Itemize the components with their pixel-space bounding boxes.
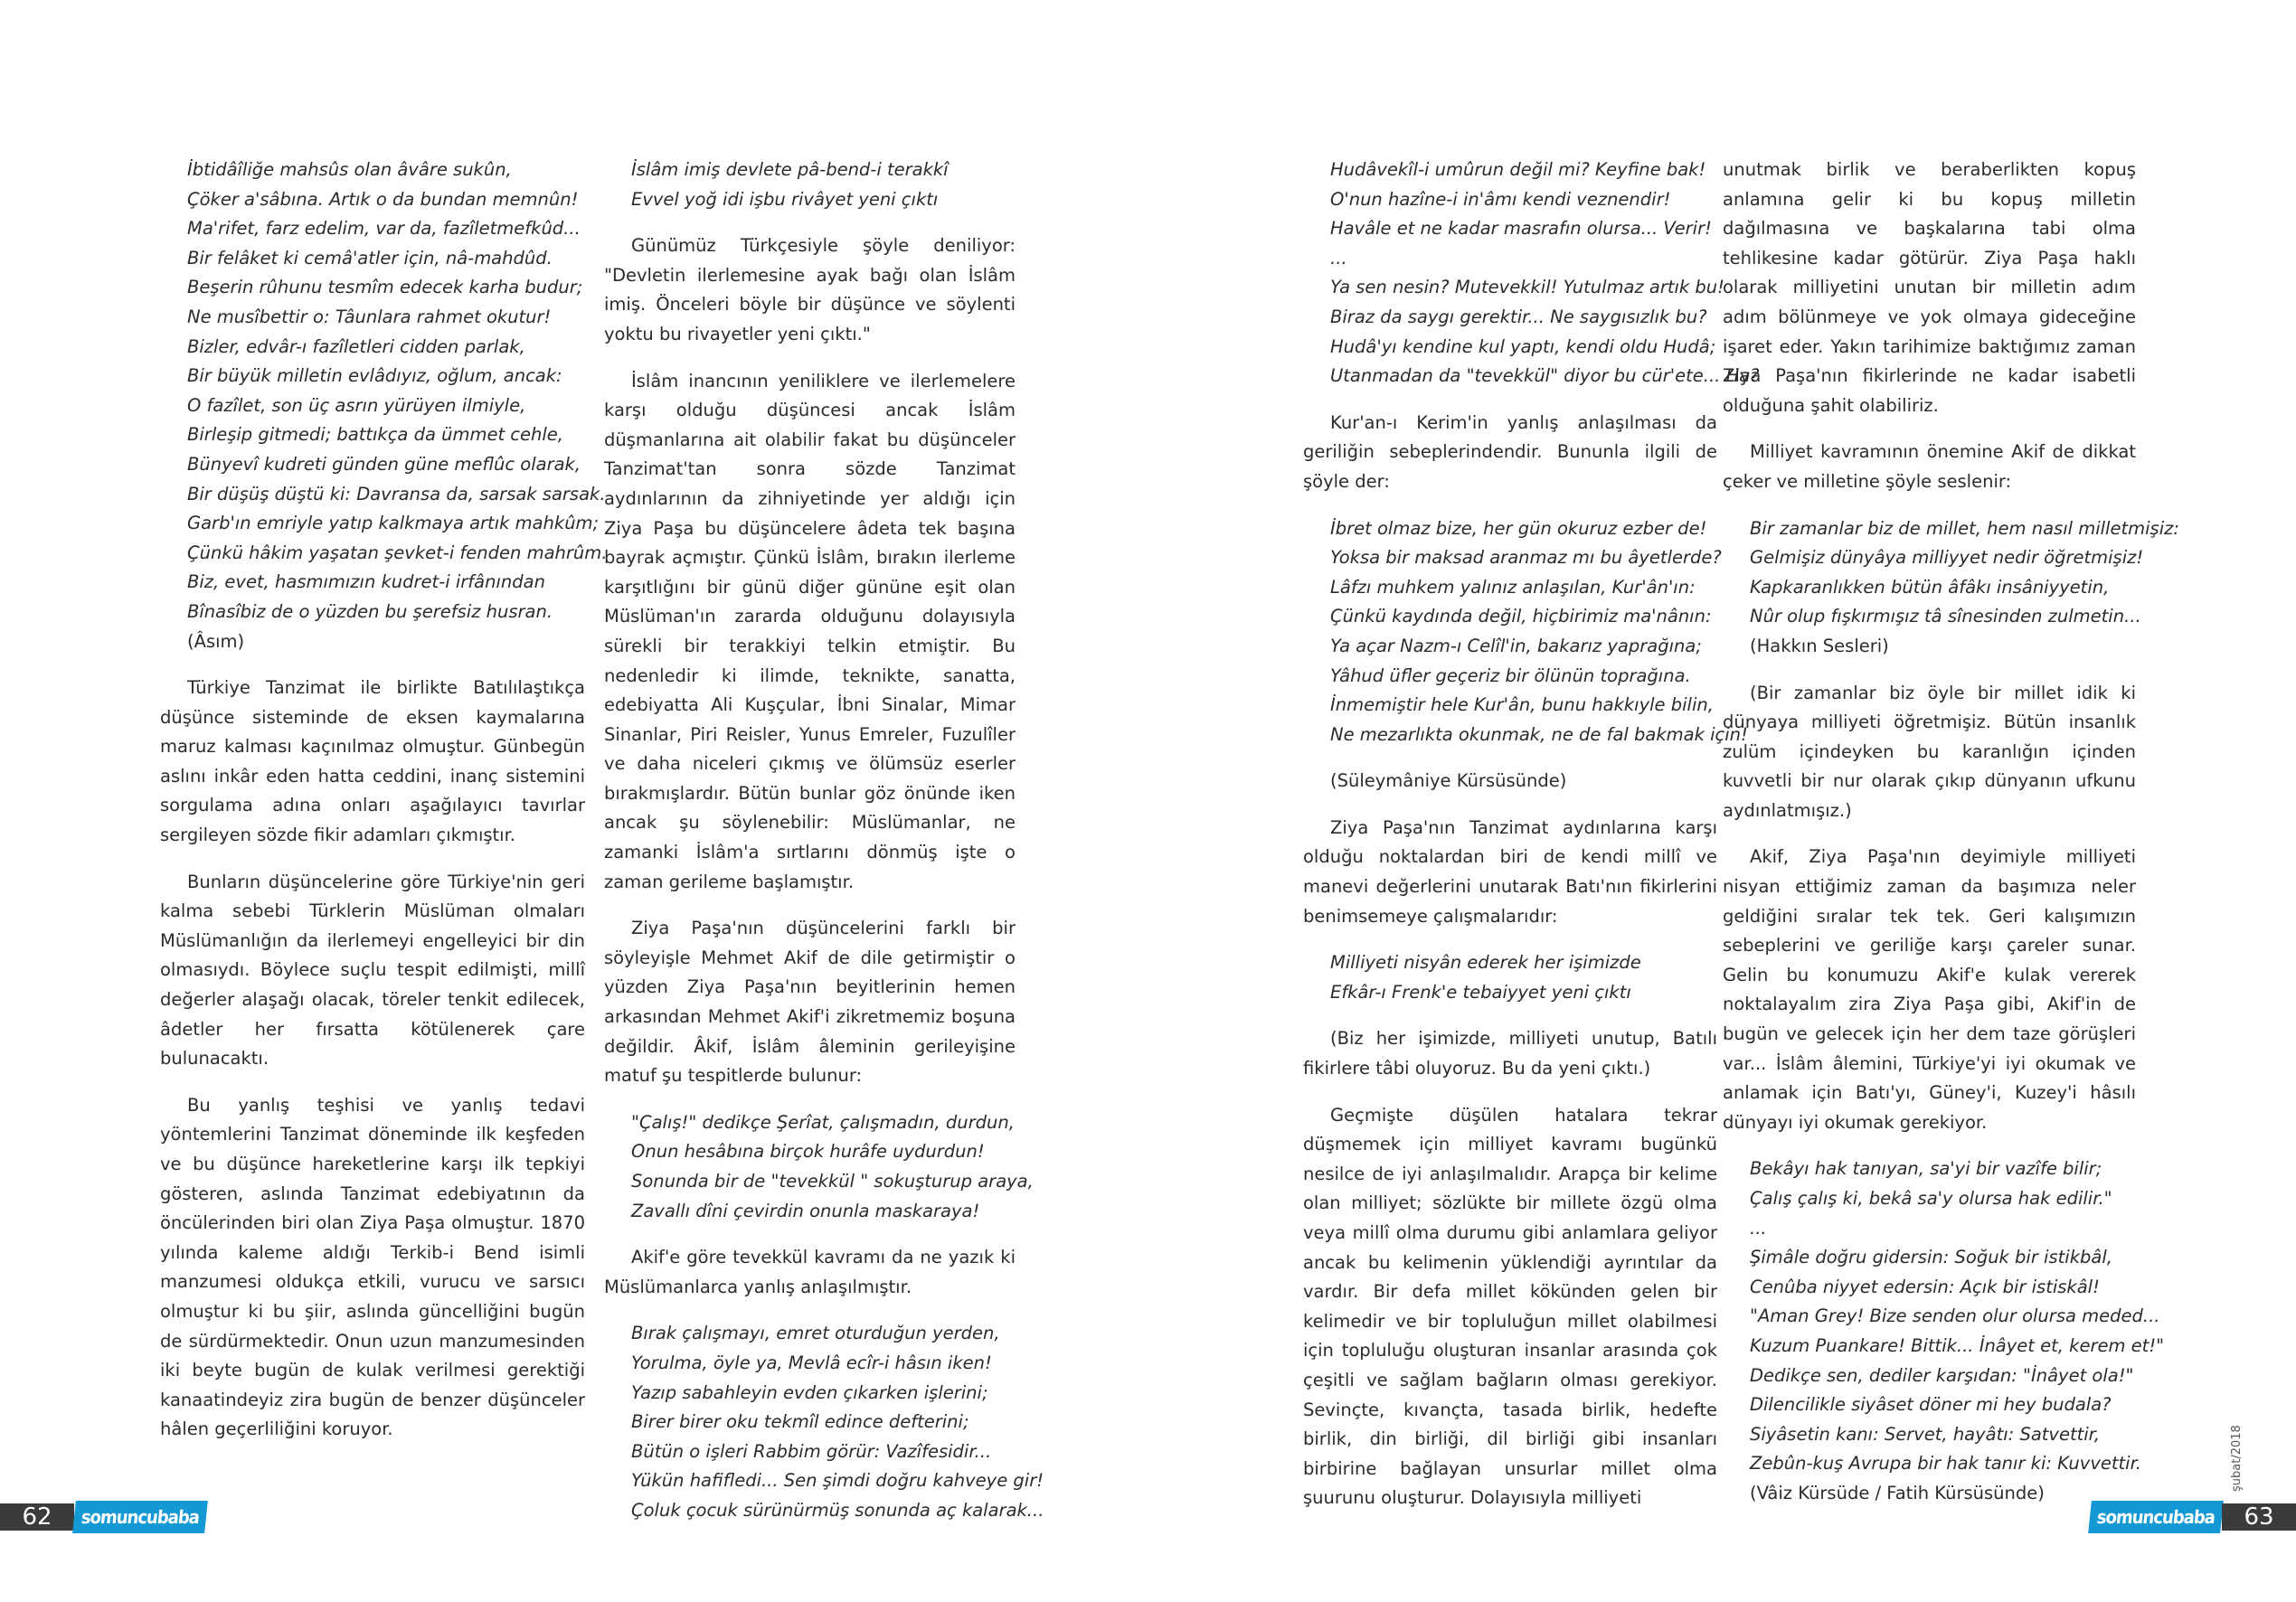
verse-line: Şimâle doğru gidersin: Soğuk bir istikbâl, — [1750, 1247, 2112, 1268]
verse-line: Yorulma, öyle ya, Mevlâ ecîr-i hâsın iken! — [631, 1352, 992, 1373]
body-paragraph: Ziya Paşa'nın Tanzimat aydınlarına karşı olduğu noktalardan biri de kendi millî ve manevi değerlerini unutarak Batı'nın fikirlerini benimsemeye çalışmalarıdır: — [1303, 816, 1717, 927]
verse-line: Çünkü kaydında değil, hiçbirimiz ma'nânın: — [1330, 606, 1712, 627]
verse-line: Bir zamanlar biz de millet, hem nasıl milletmişiz: — [1750, 517, 2179, 539]
verse-line: Dedikçe sen, dediler karşıdan: "İnâyet ola!" — [1750, 1364, 2134, 1386]
body-paragraph: Bunların düşüncelerine göre Türkiye'nin geri kalma sebebi Türklerin Müslüman olmaları Müslümanlığın da ilerlemeyi engelleyici bir din olmasıydı. Böylece suçlu tespit edilmişti, millî değerler alaşağı olacak, töreler tenkit edilecek, âdetler her fırsatta kötülenerek çare bulunacaktı. — [160, 871, 585, 1070]
verse-line: Dilencilikle siyâset döner mi hey budala? — [1750, 1394, 2112, 1416]
verse-source: (Hakkın Sesleri) — [1750, 635, 1889, 656]
verse-line: Çöker a'sâbına. Artık o da bundan memnûn! — [187, 188, 579, 210]
body-paragraph: Bu yanlış teşhisi ve yanlış tedavi yöntemlerini Tanzimat döneminde ilk keşfeden ve bu düşünce hareketlerine karşı ilk tepkiyi gösteren, aslında Tanzimat edebiyatının da öncülerinden biri olan Ziya Paşa olmuştur. 1870 yılında kaleme aldığı Terkib-i Bend isimli manzumesi oldukça etkili, vurucu ve sarsıcı olmuştur ki bu şiir, aslında güncelliğini bugün de sürdürmektedir. Onun uzun manzumesinden iki beyte bugün de kulak verilmesi gerektiği kanaatindeyiz zira bugün de benzer düşünceler hâlen geçerliliğini koruyor. — [160, 1094, 585, 1440]
body-paragraph: Akif, Ziya Paşa'nın deyimiyle milliyeti nisyan ettiğimiz zaman da başımıza neler geldiğini sıralar tek tek. Geri kalışımızın sebeplerini ve geriliğe karşı çareler sunar. Gelin bu konumuzu Akif'e kulak vererek noktalayalım zira Ziya Paşa gibi, Akif'in de bugün ve gelecek için her dem taze görüşleri var... İslâm âlemini, Türkiye'yi iyi okumak ve anlamak için Batı'yı, Güney'i, Kuzey'i hâsılı dünyayı iyi okumak gerekiyor. — [1723, 846, 2136, 1133]
body-paragraph: İslâm inancının yeniliklere ve ilerlemelere karşı olduğu düşüncesi ancak İslâm düşmanlarına ait olabilir fakat bu düşünceler Tanzimat'tan sonra sözde Tanzimat aydınlarının da zihniyetinde yer aldığı için Ziya Paşa bu düşüncelere âdeta tek başına bayrak açmıştır. Çünkü İslâm, bırakın ilerleme karşıtlığını bir günü diğer gününe eşit olan Müslüman'ın zararda olduğunu dolayısıyla sürekli bir terakkiyi telkin etmiştir. Bu nedenledir ki ilimde, teknikte, sanatta, edebiyatta Ali Kuşçular, İbni Sinalar, Mimar Sinanlar, Piri Reisler, Yunus Emreler, Fuzulîler ve daha niceleri çıkmış ve ölümsüz eserler bırakmışlardır. Bütün bunlar göz önünde iken ancak şu söylenebilir: Müslümanlar, ne zamanki İslâm'a sırtlarını dönmüş işte o zaman gerileme başlamıştır. — [604, 370, 1016, 892]
magazine-logo-right: somuncubaba — [2088, 1501, 2224, 1533]
verse-line: Bekâyı hak tanıyan, sa'yi bir vazîfe bilir; — [1750, 1158, 2102, 1180]
verse-line: Sonunda bir de "tevekkül " sokuşturup araya, — [631, 1171, 1034, 1192]
verse-line: İbret olmaz bize, her gün okuruz ezber de! — [1330, 517, 1707, 539]
body-paragraph: Kur'an-ı Kerim'in yanlış anlaşılması da geriliğin sebeplerindendir. Bununla ilgili de şöyle der: — [1303, 411, 1717, 492]
verse-source: (Âsım) — [187, 630, 245, 652]
verse-line: Bir düşüş düştü ki: Davransa da, sarsak sarsak. — [187, 483, 606, 504]
verse-line: Ne musîbettir o: Tâunlara rahmet okutur! — [187, 306, 552, 327]
verse-line: Ma'rifet, farz edelim, var da, fazîletmefkûd... — [187, 218, 581, 240]
verse-block — [604, 155, 1016, 214]
verse-line: Kuzum Puankare! Bittik... İnâyet et, kerem et!" — [1750, 1334, 2165, 1356]
verse-line: Milliyeti nisyân ederek her işimizde — [1330, 952, 1641, 974]
verse-block — [1723, 1154, 2165, 1508]
verse-line: Lâfzı muhkem yalınız anlaşılan, Kur'ân'ın: — [1330, 576, 1696, 598]
verse-line: Kapkaranlıkken bütün âfâkı insâniyyetin, — [1750, 576, 2110, 598]
verse-line: Havâle et ne kadar masrafın olursa... Verir! — [1330, 218, 1712, 240]
body-paragraph: Akif'e göre tevekkül kavramı da ne yazık ki Müslümanlarca yanlış anlaşılmıştır. — [604, 1247, 1016, 1297]
magazine-logo-left: somuncubaba — [72, 1501, 208, 1533]
verse-block — [604, 1108, 1034, 1226]
body-paragraph: Günümüz Türkçesiyle şöyle deniliyor: "Devletin ilerlemesine ayak bağı olan İslâm imiş. Önceleri böyle bir düşünce ve söylenti yoktu bu rivayetler yeni çıktı." — [604, 235, 1016, 344]
verse-line: Hudâvekîl-i umûrun değil mi? Keyfine bak! — [1330, 159, 1706, 180]
verse-line: Ne mezarlıkta okunmak, ne de fal bakmak için! — [1330, 723, 1748, 745]
verse-line: İbtidâîliğe mahsûs olan âvâre sukûn, — [187, 159, 512, 180]
body-paragraph: Geçmişte düşülen hatalara tekrar düşmemek için milliyet kavramı bugünkü nesilce de iyi anlaşılmalıdır. Arapça bir kelime olan milliyet; sözlükte bir millete özgü olma veya millî olma durumu gibi anlamlara geliyor ancak bu kelimenin yüklendiği ayrıntılar da vardır. Bir defa millet kökünden gelen bir kelimedir ve bir topluluğun millet olabilmesi için topluluğu oluşturan insanlar arasında çok çeşitli ve sağlam bağların olması gerekiyor. Sevinçte, kıvançta, tasada birlik, hedefte birlik, din birliği, dil birliği gibi insanları birbirine bağlayan unsurlar millet olma şuurunu oluşturur. Dolayısıyla milliyeti — [1303, 1104, 1717, 1509]
citation: (Süleymâniye Kürsüsünde) — [1330, 770, 1567, 792]
verse-line: Çalış çalış ki, bekâ sa'y olursa hak edilir." — [1750, 1188, 2112, 1209]
verse-line: Bir felâket ki cemâ'atler için, nâ-mahdûd. — [187, 247, 553, 269]
verse-line: İslâm imiş devlete pâ-bend-i terakkî — [631, 159, 949, 180]
verse-line: Gelmişiz dünyâya milliyyet nedir öğretmişiz! — [1750, 547, 2144, 569]
verse-line: Bırak çalışmayı, emret oturduğun yerden, — [631, 1323, 1000, 1344]
page-number-right: 63 — [2222, 1503, 2296, 1531]
verse-line: Efkâr-ı Frenk'e tebaiyyet yeni çıktı — [1330, 981, 1631, 1003]
verse-line: Siyâsetin kanı: Servet, hayâtı: Satvettir, — [1750, 1423, 2101, 1445]
verse-block — [1723, 514, 2179, 662]
issue-date: şubat/2018 — [2230, 1425, 2244, 1492]
verse-line: Utanmadan da "tevekkül" diyor bu cür'ete... Ha? — [1330, 365, 1760, 387]
verse-line: Beşerin rûhunu tesmîm edecek karha budur; — [187, 277, 583, 298]
verse-line: Birleşip gitmedi; battıkça da ümmet cehle, — [187, 424, 563, 446]
verse-line: Onun hesâbına birçok hurâfe uydurdun! — [631, 1141, 985, 1163]
verse-block — [1303, 155, 1760, 391]
verse-line: Bir büyük milletin evlâdıyız, oğlum, ancak: — [187, 365, 562, 387]
body-paragraph: Türkiye Tanzimat ile birlikte Batılılaştıkça düşünce sisteminde de eksen kaymalarına maruz kalması kaçınılmaz olmuştur. Günbegün aslını inkâr eden hatta ceddini, inanç sistemini sorgulama adına onları aşağılayıcı tavırlar sergileyen sözde fikir adamları çıkmıştır. — [160, 677, 585, 846]
verse-line: Zebûn-kuş Avrupa bir hak tanır ki: Kuvvettir. — [1750, 1453, 2141, 1475]
body-paragraph: unutmak birlik ve beraberlikten kopuş anlamına gelir ki bu kopuş milletin dağılmasına ve başkalarına tabi olma tehlikesine kadar götürür. Ziya Paşa haklı olarak milliyetini unutan bir milletin adım adım bölünmeye ve yok olmaya gideceğine işaret eder. Yakın tarihimize baktığımız zaman Ziya Paşa'nın fikirlerinde ne kadar isabetli olduğuna şahit olabiliriz. — [1723, 159, 2136, 416]
verse-line: Çoluk çocuk sürünürmüş sonunda aç kalarak... — [631, 1499, 1044, 1521]
verse-line: Nûr olup fışkırmışız tâ sînesinden zulmetin... — [1750, 606, 2141, 627]
text-column-3 — [1303, 155, 1760, 1531]
body-paragraph: (Bir zamanlar biz öyle bir millet idik ki dünyaya milliyeti öğretmişiz. Bütün insanlık zulüm içindeyken bu karanlığın içinden kuvvetli bir nur olarak çıkıp dünyanın ufkunu aydınlatmışız.) — [1723, 682, 2136, 821]
text-column-1 — [160, 155, 608, 1462]
verse-line: İnmemiştir hele Kur'ân, bunu hakkıyle bilin, — [1330, 694, 1714, 716]
verse-line: Yâhud üfler geçeriz bir ölünün toprağına. — [1330, 664, 1691, 686]
verse-line: O fazîlet, son üç asrın yürüyen ilmiyle, — [187, 394, 526, 416]
verse-block — [604, 1319, 1044, 1525]
verse-line: Bizler, edvâr-ı fazîletleri cidden parlak, — [187, 335, 525, 357]
verse-line: "Çalış!" dedikçe Şerîat, çalışmadın, durdun, — [631, 1111, 1015, 1133]
verse-line: Bînasîbiz de o yüzden bu şerefsiz husran. — [187, 600, 553, 622]
verse-line: ... — [1750, 1217, 1767, 1239]
verse-line: Bünyevî kudreti günden güne meflûc olarak, — [187, 453, 581, 475]
text-column-2 — [604, 155, 1044, 1543]
verse-line: Çünkü hâkim yaşatan şevket-i fenden mahrûm. — [187, 542, 608, 563]
body-paragraph: (Biz her işimizde, milliyeti unutup, Batılı fikirlere tâbi oluyoruz. Bu da yeni çıktı.) — [1303, 1028, 1717, 1079]
verse-source: (Vâiz Kürsüde / Fatih Kürsüsünde) — [1750, 1482, 2045, 1503]
verse-line: Zavallı dîni çevirdin onunla maskaraya! — [631, 1200, 980, 1221]
verse-line: Biz, evet, hasmımızın kudret-i irfânından — [187, 571, 545, 593]
verse-line: Evvel yoğ idi işbu rivâyet yeni çıktı — [631, 188, 939, 210]
verse-line: Biraz da saygı gerektir... Ne saygısızlık bu? — [1330, 306, 1707, 327]
verse-block — [1303, 948, 1717, 1007]
verse-block — [1303, 514, 1748, 750]
verse-line: "Aman Grey! Bize senden olur olursa meded... — [1750, 1305, 2160, 1327]
verse-line: ... — [1330, 247, 1347, 269]
body-paragraph: Milliyet kavramının önemine Akif de dikkat çeker ve milletine şöyle seslenir: — [1723, 441, 2136, 492]
verse-line: Ya açar Nazm-ı Celîl'in, bakarız yaprağına; — [1330, 635, 1702, 656]
body-paragraph: Ziya Paşa'nın düşüncelerini farklı bir söyleyişle Mehmet Akif de dile getirmiştir o yüzden Ziya Paşa'nın beyitlerinin hemen arkasından Mehmet Akif'i zikretmemiz boşuna değildir. Âkif, İslâm âleminin gerileyişine matuf şu tespitlerde bulunur: — [604, 918, 1016, 1087]
verse-line: Ya sen nesin? Mutevekkil! Yutulmaz artık bu! — [1330, 277, 1724, 298]
verse-block — [160, 155, 608, 656]
verse-line: Bütün o işleri Rabbim görür: Vazîfesidir... — [631, 1440, 992, 1462]
verse-line: Yoksa bir maksad aranmaz mı bu âyetlerde? — [1330, 547, 1722, 569]
verse-line: Birer birer oku tekmîl edince defterini; — [631, 1411, 969, 1433]
verse-line: Yazıp sabahleyin evden çıkarken işlerini; — [631, 1381, 988, 1403]
verse-line: Garb'ın emriyle yatıp kalkmaya artık mahkûm; — [187, 513, 600, 534]
page-number-left: 62 — [0, 1503, 74, 1531]
verse-line: Cenûba niyyet edersin: Açık bir istiskâl! — [1750, 1276, 2100, 1297]
verse-line: O'nun hazîne-i in'âmı kendi veznendir! — [1330, 188, 1671, 210]
verse-line: Hudâ'yı kendine kul yaptı, kendi oldu Hudâ; — [1330, 335, 1716, 357]
verse-line: Yükün hafifledi... Sen şimdi doğru kahveye gir! — [631, 1470, 1044, 1492]
